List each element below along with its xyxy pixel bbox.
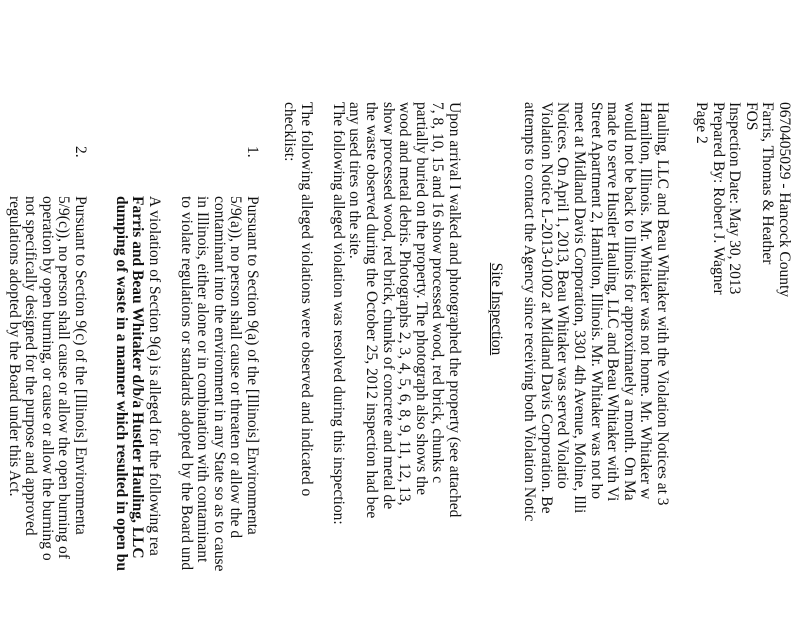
paragraph-line: Hauling, LLC and Beau Whitaker with the Violation Notices at 3 <box>654 102 671 506</box>
paragraph-line: attempts to contact the Agency since receiving both Violation Notic <box>521 102 539 522</box>
paragraph-line: partially buried on the property. The photograph also shows the <box>412 102 430 496</box>
header-line: Prepared By: Robert J. Wagner <box>709 102 727 295</box>
paragraph-line: Hamilton, Illinois. Mr. Whitaker was not home. Mr. Whitaker w <box>637 102 655 500</box>
paragraph-line: operation by open burning, or cause or allow the burning o <box>38 196 56 561</box>
paragraph-line: Upon arrival I walked and photographed the property (see attached <box>446 102 463 518</box>
paragraph-line: Farris and Beau Whitaker d/b/a Hustler Hauling, LLC <box>129 196 147 559</box>
header-line: 0670405029 - Hancock County <box>776 102 793 298</box>
paragraph-line: to violate regulations or standards adopted by the Board und <box>177 196 195 571</box>
paragraph-line: 5/9(a)), no person shall cause or threaten or allow the d <box>227 196 245 539</box>
paragraph-line: made to serve Hustler Hauling, LLC and Beau Whitaker with Vi <box>604 102 622 502</box>
paragraph-line: The following alleged violation was resolved during this inspection: <box>330 102 347 525</box>
paragraph-line: contaminant into the environment in any State so as to cause <box>210 196 228 572</box>
paragraph-line: wood and metal debris. Photographs 2, 3, 4, 5, 6, 8, 9, 11, 12, 13, <box>396 102 414 506</box>
list-item-number: 1. <box>244 146 261 158</box>
paragraph-line: in Illinois, either alone or in combination with contaminant <box>194 196 212 563</box>
paragraph-line: Violation Notice L-2013-01002 at Midland Davis Corporation. Be <box>537 102 555 514</box>
paragraph-line: A violation of Section 9(a) is alleged for the following rea <box>146 196 163 556</box>
paragraph-line: show processed wood, red brick, chunks of concrete and metal de <box>379 102 397 510</box>
header-line: Inspection Date: May 30, 2013 <box>726 102 744 295</box>
paragraph-line: Pursuant to Section 9(a) of the [Illinois] Environmenta <box>244 196 261 535</box>
document-header <box>692 102 792 297</box>
paragraph-line: Pursuant to Section 9(c) of the [Illinois] Environmenta <box>72 196 89 535</box>
paragraph-line: meet at Midland Davis Corporation, 3301 4th Avenue, Moline, Illi <box>571 102 589 514</box>
site-inspection-paragraph <box>346 102 462 518</box>
paragraph-line: 5/9(c)), no person shall cause or allow the open burning of <box>55 196 73 559</box>
list-item <box>177 196 260 571</box>
observed-sentence <box>281 102 314 496</box>
paragraph-line: the waste observed during the October 25, 2012 inspection had bee <box>363 102 381 519</box>
section-heading: Site Inspection <box>488 262 505 356</box>
paragraph-line: not specifically designed for the purpose and approved <box>22 196 40 536</box>
header-line: FOS <box>742 102 760 131</box>
intro-paragraph <box>521 102 670 521</box>
paragraph-line: would not be back to Illinois for approximately a month. On Ma <box>620 102 638 501</box>
paragraph-line: 7, 8, 10, 15 and 16 show processed wood, red brick, chunks c <box>429 102 447 483</box>
resolved-sentence <box>329 102 346 525</box>
list-item-paragraph <box>112 196 162 571</box>
paragraph-line: The following alleged violations were observed and indicated o <box>298 102 315 497</box>
list-item-number: 2. <box>72 146 89 158</box>
paragraph-line: checklist: <box>281 102 299 162</box>
paragraph-line: any used tires on the site. <box>346 102 364 259</box>
paragraph-line: regulations adopted by the Board under this Act. <box>5 196 23 497</box>
header-line: Page 2 <box>693 102 711 144</box>
header-line: Farris, Thomas & Heather <box>759 102 777 265</box>
list-item <box>5 196 88 561</box>
paragraph-line: dumping of waste in a manner which resulted in open bu <box>112 196 130 571</box>
paragraph-line: Notices. On April 1, 2013, Beau Whitaker was served Violatio <box>554 102 572 489</box>
paragraph-line: Street Apartment 2, Hamilton, Illinois. Mr. Whitaker was not ho <box>587 102 605 500</box>
